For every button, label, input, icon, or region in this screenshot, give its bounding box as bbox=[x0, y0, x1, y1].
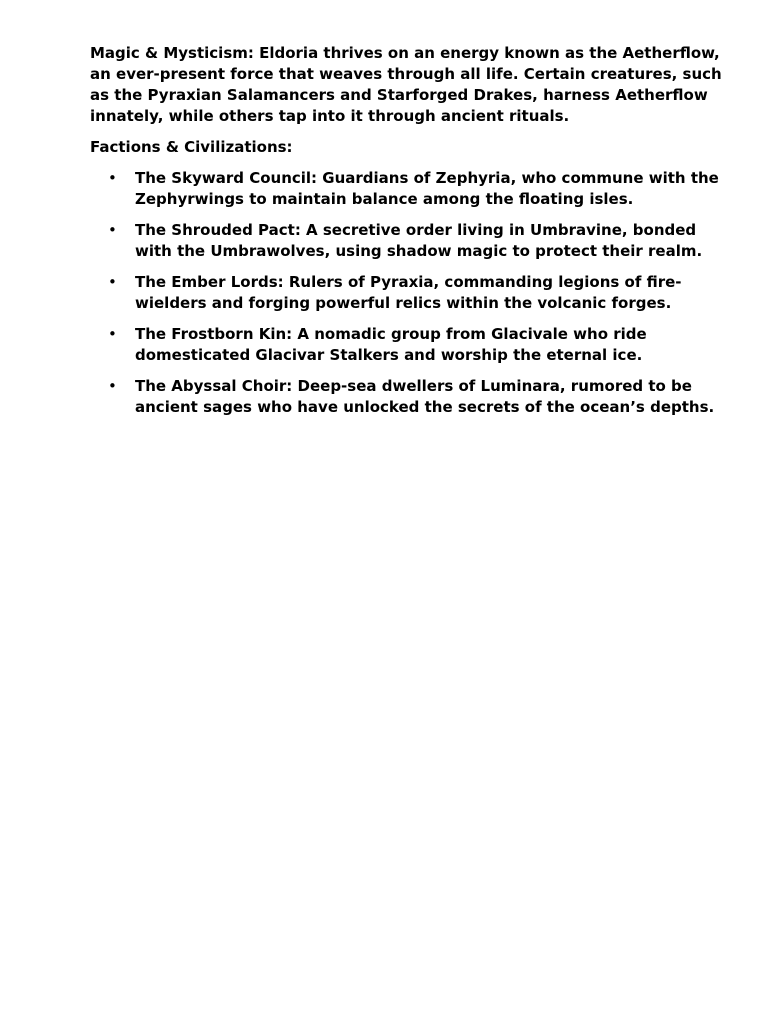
faction-text: The Frostborn Kin: A nomadic group from Glacivale who ride domesticated Glacivar Stalkers and worship the eternal ice. bbox=[135, 325, 647, 364]
document-body bbox=[90, 43, 730, 428]
bullet-icon: • bbox=[108, 377, 117, 395]
bullet-icon: • bbox=[108, 273, 117, 291]
bullet-icon: • bbox=[108, 221, 117, 239]
factions-heading: Factions & Civilizations: bbox=[90, 138, 293, 156]
faction-text: The Ember Lords: Rulers of Pyraxia, commanding legions of fire-wielders and forging powerful relics within the volcanic forges. bbox=[135, 273, 682, 312]
bullet-icon: • bbox=[108, 169, 117, 187]
faction-text: The Abyssal Choir: Deep-sea dwellers of Luminara, rumored to be ancient sages who have unlocked the secrets of the ocean’s depths. bbox=[135, 377, 715, 416]
list-item bbox=[90, 376, 730, 418]
list-item bbox=[90, 168, 730, 210]
list-item bbox=[90, 220, 730, 262]
magic-mysticism-paragraph: Magic & Mysticism: Eldoria thrives on an energy known as the Aetherflow, an ever-present force that weaves through all life. Certain creatures, such as the Pyraxian Salamancers and Starforged Drakes, harness Aetherflow innately, while others tap into it through ancient rituals. bbox=[90, 44, 722, 125]
faction-text: The Shrouded Pact: A secretive order living in Umbravine, bonded with the Umbrawolves, using shadow magic to protect their realm. bbox=[135, 221, 703, 260]
list-item bbox=[90, 272, 730, 314]
list-item bbox=[90, 324, 730, 366]
factions-list bbox=[90, 168, 730, 418]
faction-text: The Skyward Council: Guardians of Zephyria, who commune with the Zephyrwings to maintain balance among the floating isles. bbox=[135, 169, 719, 208]
bullet-icon: • bbox=[108, 325, 117, 343]
